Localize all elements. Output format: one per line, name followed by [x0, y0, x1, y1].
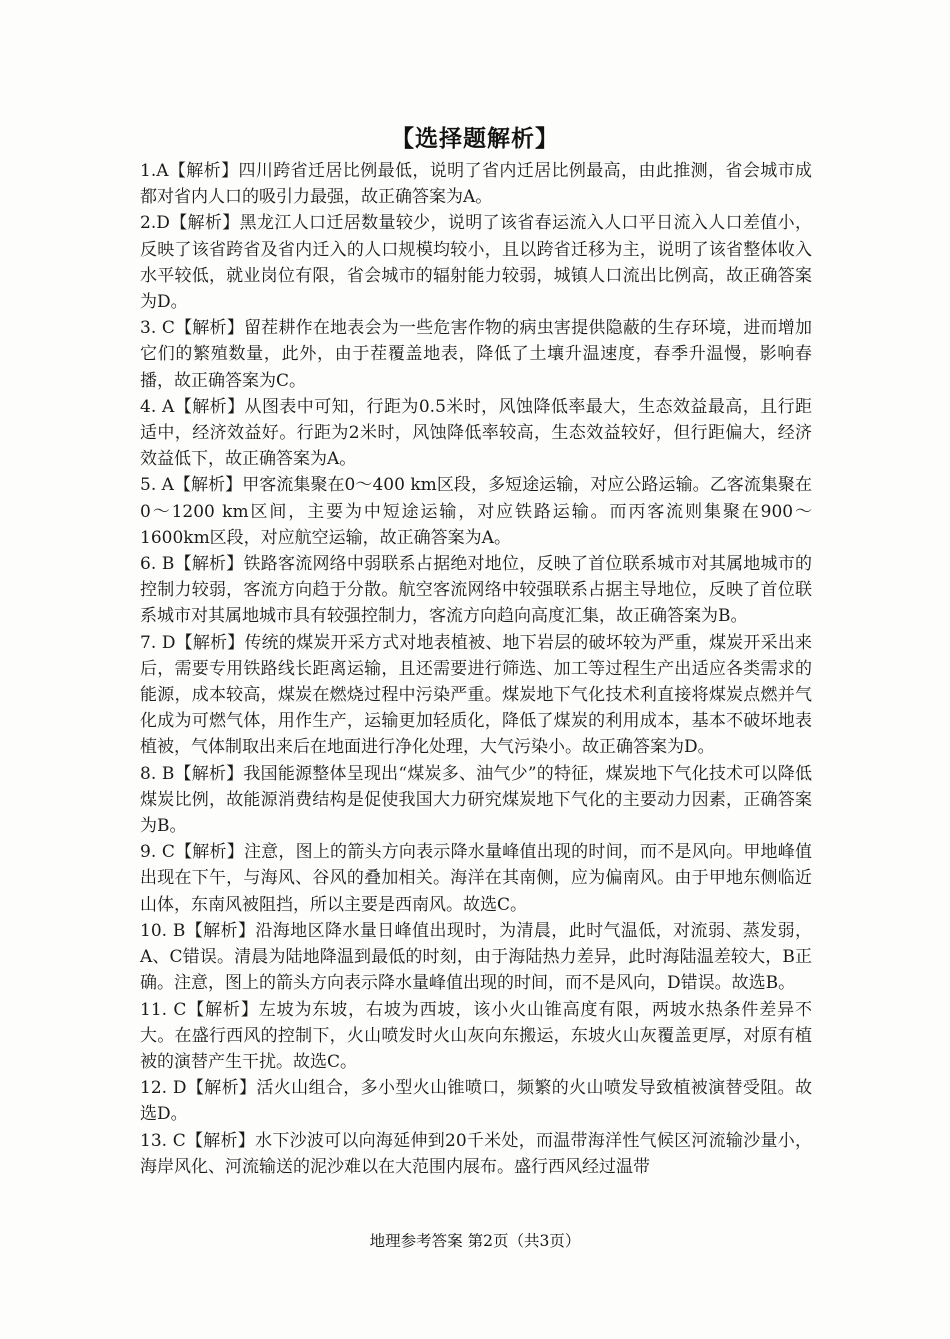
- answer-item-1: 1.A【解析】四川跨省迁居比例最低，说明了省内迁居比例最高，由此推测，省会城市成都对省内人口的吸引力最强，故正确答案为A。: [140, 161, 812, 208]
- answer-item-4: 4. A【解析】从图表中可知，行距为0.5米时，风蚀降低率最大，生态效益最高，且行距适中，经济效益好。行距为2米时，风蚀降低率较高，生态效益较好，但行距偏大，经济效益低下，故正确答案为A。: [140, 396, 812, 470]
- answer-item-2: 2.D【解析】黑龙江人口迁居数量较少，说明了该省春运流入人口平日流入人口差值小，反映了该省跨省及省内迁入的人口规模均较小，且以跨省迁移为主，说明了该省整体收入水平较低，就业岗位有限，省会城市的辐射能力较弱，城镇人口流出比例高，故正确答案为D。: [140, 213, 812, 313]
- answer-item-12: 12. D【解析】活火山组合，多小型火山锥喷口，频繁的火山喷发导致植被演替受阻。故选D。: [140, 1078, 812, 1125]
- answer-item-10: 10. B【解析】沿海地区降水量日峰值出现时，为清晨，此时气温低，对流弱、蒸发弱，A、C错误。清晨为陆地降温到最低的时刻，由于海陆热力差异，此时海陆温差较大，B正确。注意，图上的箭头方向表示降水量峰值出现的时间，而不是风向，D错误。故选B。: [140, 920, 812, 994]
- answer-item-13: 13. C【解析】水下沙波可以向海延伸到20千米处，而温带海洋性气候区河流输沙量小，海岸风化、河流输送的泥沙难以在大范围内展布。盛行西风经过温带: [140, 1130, 812, 1177]
- answer-item-11: 11. C【解析】左坡为东坡，右坡为西坡，该小火山锥高度有限，两坡水热条件差异不大。在盛行西风的控制下，火山喷发时火山灰向东搬运，东坡火山灰覆盖更厚，对原有植被的演替产生干扰。故选C。: [140, 999, 812, 1072]
- answer-item-8: 8. B【解析】我国能源整体呈现出“煤炭多、油气少”的特征，煤炭地下气化技术可以降低煤炭比例，故能源消费结构是促使我国大力研究煤炭地下气化的主要动力因素，正确答案为B。: [140, 763, 812, 837]
- answer-item-9: 9. C【解析】注意，图上的箭头方向表示降水量峰值出现的时间，而不是风向。甲地峰值出现在下午，与海风、谷风的叠加相关。海洋在其南侧，应为偏南风。由于甲地东侧临近山体，东南风被阻挡，所以主要是西南风。故选C。: [140, 842, 812, 915]
- answer-item-3: 3. C【解析】留茬耕作在地表会为一些危害作物的病虫害提供隐蔽的生存环境，进而增加它们的繁殖数量，此外，由于茬覆盖地表，降低了土壤升温速度，春季升温慢，影响春播，故正确答案为C。: [140, 318, 812, 391]
- answer-item-7: 7. D【解析】传统的煤炭开采方式对地表植被、地下岩层的破坏较为严重，煤炭开采出来后，需要专用铁路线长距离运输，且还需要进行筛选、加工等过程生产出适应各类需求的能源，成本较高，煤炭在燃烧过程中污染严重。煤炭地下气化技术利直接将煤炭点燃并气化成为可燃气体，用作生产，运输更加轻质化，降低了煤炭的利用成本，基本不破坏地表植被，气体制取出来后在地面进行净化处理，大气污染小。故正确答案为D。: [140, 632, 812, 758]
- answer-item-6: 6. B【解析】铁路客流网络中弱联系占据绝对地位，反映了首位联系城市对其属地城市的控制力较弱，客流方向趋于分散。航空客流网络中较强联系占据主导地位，反映了首位联系城市对其属地城市具有较强控制力，客流方向趋向高度汇集，故正确答案为B。: [140, 554, 812, 627]
- section-title: 【选择题解析】: [391, 125, 559, 152]
- answer-item-5: 5. A【解析】甲客流集聚在0～400 km区段，多短途运输，对应公路运输。乙客流集聚在0～1200 km区间，主要为中短途运输，对应铁路运输。而丙客流则集聚在900～1600km区段，对应航空运输，故正确答案为A。: [140, 475, 812, 548]
- page-footer: 地理参考答案 第2页（共3页）: [369, 1232, 581, 1250]
- answer-list: [140, 158, 812, 1180]
